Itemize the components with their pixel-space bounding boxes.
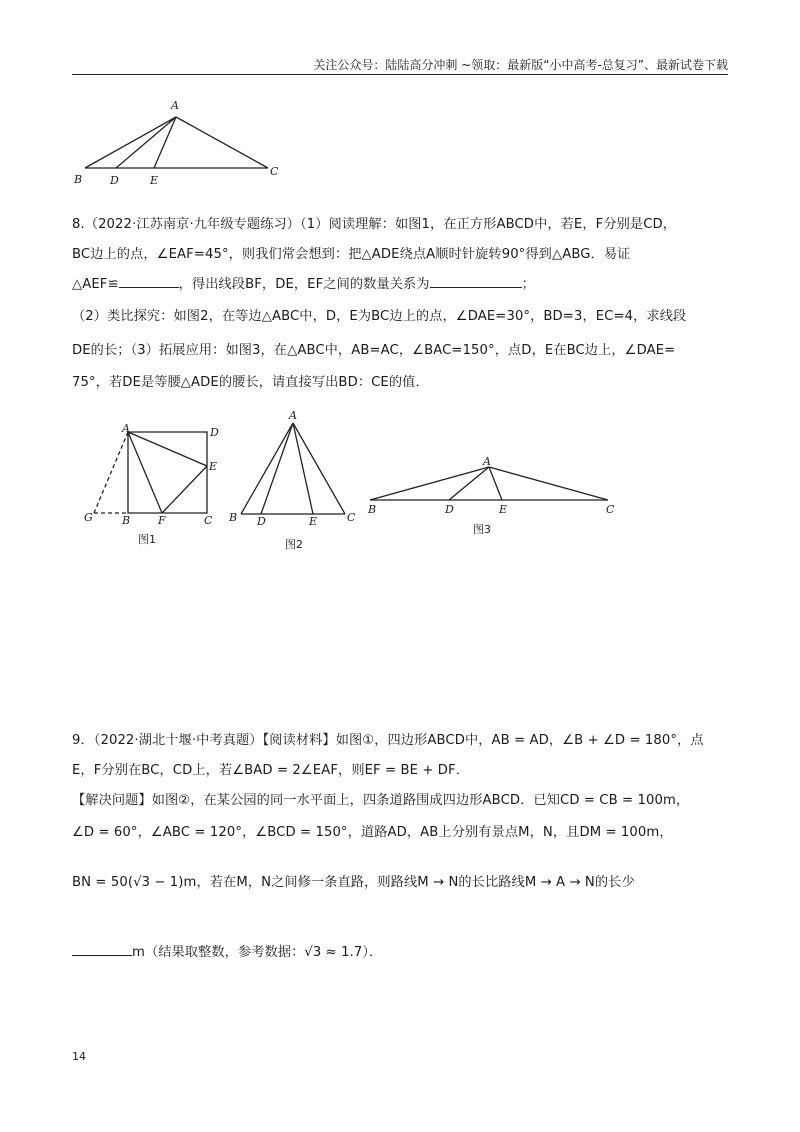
label-B: B: [368, 503, 377, 516]
label-B: B: [122, 514, 131, 527]
square-ABCD: [128, 432, 207, 513]
q9-line2: E，F分别在BC，CD上，若∠BAD = 2∠EAF，则EF = BE + DF．: [72, 763, 469, 778]
label-D: D: [257, 515, 266, 528]
page-number: 14: [72, 1050, 86, 1063]
label-C: C: [606, 503, 615, 516]
figure-3: [365, 455, 635, 545]
q9-line6-text: m（结果取整数，参考数据：√3 ≈ 1.7）．: [132, 945, 383, 960]
label-A: A: [122, 422, 130, 435]
segment-AB: [85, 117, 176, 168]
label-E: E: [150, 174, 159, 187]
label-A: A: [289, 409, 297, 422]
segment-AB: [370, 467, 489, 500]
segment-AE: [489, 467, 502, 500]
segment-AB: [241, 423, 293, 514]
page-header: 关注公众号：陆陆高分冲刺 ~领取：最新版“小中高考-总复习”、最新试卷下载: [313, 58, 728, 72]
q9-line6: [72, 938, 732, 968]
figure-top: [70, 95, 300, 190]
q8-line3-b: ，得出线段BF，DE，EF之间的数量关系为: [178, 277, 430, 292]
q8-line3-a: △AEF≌: [72, 277, 119, 292]
segment-AE: [154, 117, 176, 168]
segment-AC: [293, 423, 345, 514]
caption-fig3: 图3: [473, 523, 491, 536]
caption-fig1: 图1: [138, 533, 156, 546]
label-A: A: [483, 455, 491, 468]
q9-line3: 【解决问题】如图②，在某公园的同一水平面上，四条道路围成四边形ABCD．已知CD = CB = 100m，: [72, 793, 690, 808]
segment-AG: [94, 432, 128, 513]
label-F: F: [158, 514, 166, 527]
q8-line1: 8.（2022·江苏南京·九年级专题练习）（1）阅读理解：如图1，在正方形ABCD中，若E，F分别是CD，: [72, 217, 677, 232]
q9-line1: 9．（2022·湖北十堰·中考真题）【阅读材料】如图①，四边形ABCD中，AB = AD，∠B + ∠D = 180°，点: [72, 733, 704, 748]
figure-1: [80, 420, 230, 550]
header-rule: [72, 74, 728, 75]
label-C: C: [204, 514, 213, 527]
label-C: C: [270, 165, 279, 178]
segment-AC: [489, 467, 608, 500]
answer-blank-3[interactable]: [72, 941, 132, 956]
segment-AE: [293, 423, 313, 514]
q9-line4: ∠D = 60°，∠ABC = 120°，∠BCD = 150°，道路AD，AB上分别有景点M，N，且DM = 100m，: [72, 825, 673, 840]
segment-AD: [261, 423, 293, 514]
q8-line3-c: ；: [521, 277, 535, 292]
label-E: E: [209, 460, 218, 473]
q8-line4: （2）类比探究：如图2，在等边△ABC中，D，E为BC边上的点，∠DAE=30°，BD=3，EC=4，求线段: [72, 309, 687, 324]
label-D: D: [210, 426, 219, 439]
label-C: C: [347, 511, 356, 524]
q8-line2: BC边上的点，∠EAF=45°，则我们常会想到：把△ADE绕点A顺时针旋转90°得到△ABG．易证: [72, 247, 631, 262]
caption-fig2: 图2: [285, 538, 303, 551]
q8-line6: 75°，若DE是等腰△ADE的腰长，请直接写出BD：CE的值．: [72, 375, 429, 390]
label-G: G: [84, 511, 93, 524]
label-B: B: [74, 173, 83, 186]
q8-line3: [72, 270, 732, 300]
answer-blank-2[interactable]: [430, 273, 522, 288]
q9-line5: BN = 50(√3 − 1)m，若在M，N之间修一条直路，则路线M → N的长比路线M → A → N的长少: [72, 875, 635, 890]
label-E: E: [309, 515, 318, 528]
segment-AC: [176, 117, 268, 168]
answer-blank-1[interactable]: [119, 273, 179, 288]
label-A: A: [171, 99, 179, 112]
label-B: B: [229, 511, 238, 524]
label-D: D: [110, 174, 119, 187]
segment-AD: [116, 117, 176, 168]
figure-2: [225, 408, 365, 558]
label-E: E: [499, 503, 508, 516]
segment-EF: [162, 466, 207, 513]
q8-line5: DE的长；（3）拓展应用：如图3，在△ABC中，AB=AC，∠BAC=150°，点D，E在BC边上，∠DAE=: [72, 343, 676, 358]
label-D: D: [445, 503, 454, 516]
